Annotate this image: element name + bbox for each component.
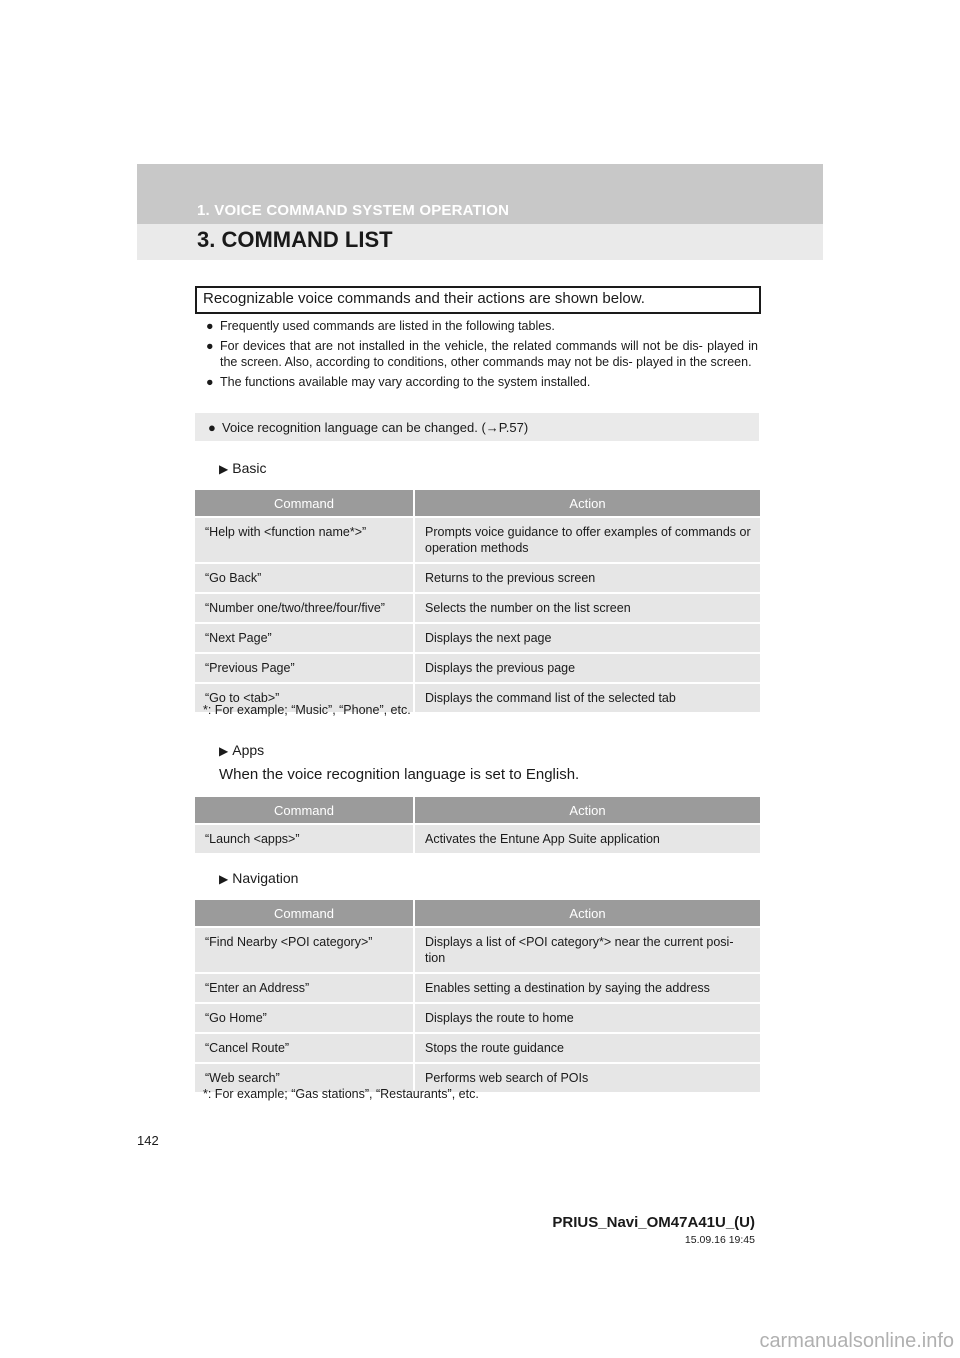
bullet-dot-icon: ● <box>208 420 216 435</box>
command-cell: “Web search” <box>195 1063 414 1092</box>
action-cell: Displays the route to home <box>414 1003 760 1033</box>
bullet-item: ● Frequently used commands are listed in the following tables. <box>206 319 555 333</box>
intro-text: Recognizable voice commands and their actions are shown below. <box>203 290 645 307</box>
column-header-action: Action <box>414 797 760 824</box>
table-header-row <box>195 490 760 517</box>
apps-command-table <box>195 797 760 853</box>
table-row <box>195 517 760 563</box>
bullet-dot-icon: ● <box>206 319 214 333</box>
command-cell: “Number one/two/three/four/five” <box>195 593 414 623</box>
table-row <box>195 1033 760 1063</box>
action-cell: Displays the next page <box>414 623 760 653</box>
basic-footnote: *: For example; “Music”, “Phone”, etc. <box>203 703 411 717</box>
command-cell: “Go Back” <box>195 563 414 593</box>
action-cell: Prompts voice guidance to offer examples of commands or operation methods <box>414 517 760 563</box>
action-cell: Returns to the previous screen <box>414 563 760 593</box>
column-header-action: Action <box>414 900 760 927</box>
table-row <box>195 593 760 623</box>
command-cell: “Go Home” <box>195 1003 414 1033</box>
table-row <box>195 927 760 973</box>
command-cell: “Enter an Address” <box>195 973 414 1003</box>
command-cell: “Go to <tab>” <box>195 683 414 712</box>
column-header-command: Command <box>195 797 414 824</box>
column-header-command: Command <box>195 490 414 517</box>
action-cell: Enables setting a destination by saying the address <box>414 973 760 1003</box>
apps-subtext: When the voice recognition language is set to English. <box>219 766 580 783</box>
navigation-command-table <box>195 900 760 1092</box>
triangle-right-icon: ▶ <box>219 462 229 476</box>
command-cell: “Cancel Route” <box>195 1033 414 1063</box>
command-cell: “Previous Page” <box>195 653 414 683</box>
command-cell: “Help with <function name*>” <box>195 517 414 563</box>
action-cell: Displays a list of <POI category*> near the current posi- tion <box>414 927 760 973</box>
action-cell: Displays the command list of the selected tab <box>414 683 760 712</box>
command-cell: “Next Page” <box>195 623 414 653</box>
section-header-bar <box>137 224 823 260</box>
action-cell: Activates the Entune App Suite application <box>414 824 760 853</box>
basic-heading: ▶ Basic <box>219 460 267 476</box>
bullet-dot-icon: ● <box>206 375 214 389</box>
basic-command-table <box>195 490 760 712</box>
table-header-row <box>195 900 760 927</box>
command-cell: “Find Nearby <POI category>” <box>195 927 414 973</box>
table-row <box>195 653 760 683</box>
table-row <box>195 973 760 1003</box>
column-header-command: Command <box>195 900 414 927</box>
document-id: PRIUS_Navi_OM47A41U_(U) <box>552 1214 755 1231</box>
navigation-footnote: *: For example; “Gas stations”, “Restaurants”, etc. <box>203 1087 479 1101</box>
table-row <box>195 563 760 593</box>
table-row <box>195 1003 760 1033</box>
triangle-right-icon: ▶ <box>219 872 229 886</box>
apps-heading: ▶ Apps <box>219 742 265 758</box>
note-box <box>195 413 759 441</box>
chapter-header-bar <box>137 164 823 224</box>
page-number: 142 <box>137 1133 159 1148</box>
action-cell: Selects the number on the list screen <box>414 593 760 623</box>
table-row <box>195 824 760 853</box>
watermark: carmanualsonline.info <box>759 1330 954 1352</box>
command-cell: “Launch <apps>” <box>195 824 414 853</box>
note-text: Voice recognition language can be changed. (→P.57) <box>222 420 529 435</box>
action-cell: Stops the route guidance <box>414 1033 760 1063</box>
chapter-title: 1. VOICE COMMAND SYSTEM OPERATION <box>197 202 510 219</box>
intro-box <box>195 286 761 314</box>
table-header-row <box>195 797 760 824</box>
bullet-item: ● The functions available may vary according to the system installed. <box>206 375 591 389</box>
table-row <box>195 623 760 653</box>
bullet-item: ● For devices that are not installed in the vehicle, the related commands will not be dis- played in the screen. Also, according to conditions, other commands may not be dis- played in the screen. <box>206 339 758 369</box>
section-title: 3. COMMAND LIST <box>197 227 393 252</box>
column-header-action: Action <box>414 490 760 517</box>
document-timestamp: 15.09.16 19:45 <box>684 1234 755 1246</box>
action-cell: Performs web search of POIs <box>414 1063 760 1092</box>
bullet-list <box>206 318 758 394</box>
navigation-heading: ▶ Navigation <box>219 870 299 886</box>
action-cell: Displays the previous page <box>414 653 760 683</box>
triangle-right-icon: ▶ <box>219 744 229 758</box>
bullet-dot-icon: ● <box>206 339 214 353</box>
